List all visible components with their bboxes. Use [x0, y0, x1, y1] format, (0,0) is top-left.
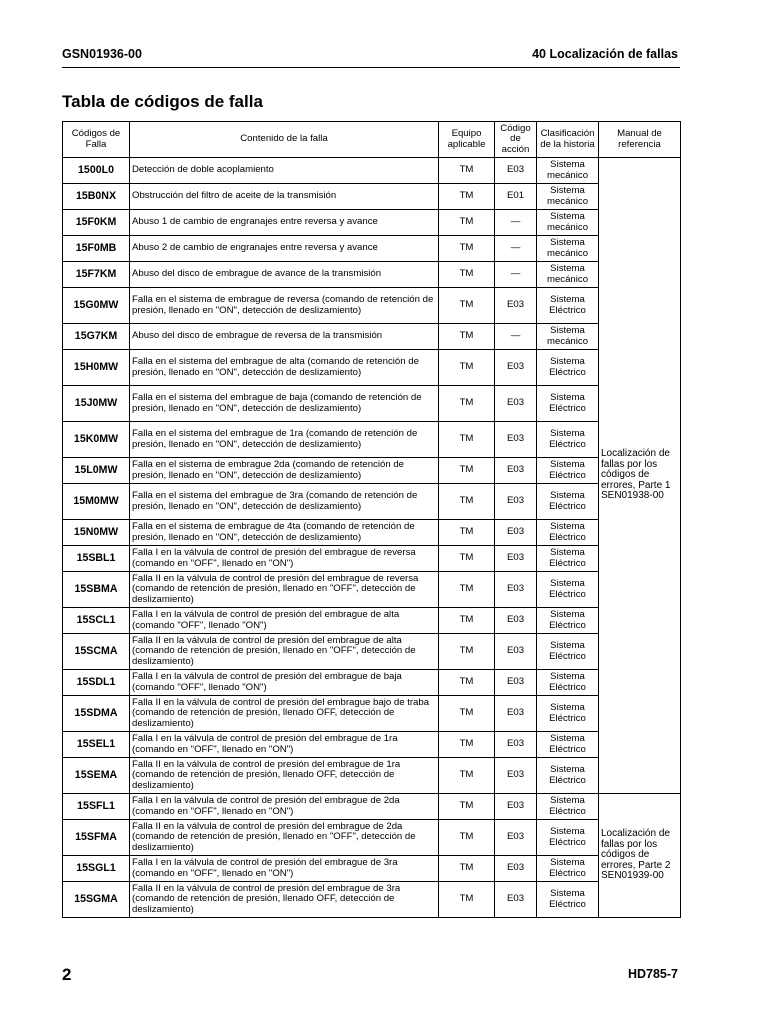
fault-code: 15SEL1: [63, 732, 130, 758]
action-code: E03: [495, 288, 537, 324]
reference-manual-part-2: Localización de fallas por los códigos de errores, Parte 2 SEN01939-00: [599, 794, 681, 918]
fault-content: Falla en el sistema del embrague de baja (comando de retención de presión, llenado en "ON", detección de deslizamiento): [130, 386, 439, 422]
document-code: GSN01936-00: [62, 47, 142, 61]
action-code: E03: [495, 386, 537, 422]
history-classification: Sistema Eléctrico: [537, 572, 599, 608]
table-row: [63, 458, 681, 484]
history-classification: Sistema Eléctrico: [537, 546, 599, 572]
history-classification: Sistema Eléctrico: [537, 458, 599, 484]
section-title: 40 Localización de fallas: [532, 47, 678, 61]
table-row: [63, 288, 681, 324]
action-code: —: [495, 210, 537, 236]
fault-code: 15SFL1: [63, 794, 130, 820]
history-classification: Sistema Eléctrico: [537, 608, 599, 634]
table-row: [63, 158, 681, 184]
fault-code: 15SCMA: [63, 634, 130, 670]
action-code: E03: [495, 820, 537, 856]
table-header-row: [63, 122, 681, 158]
action-code: E03: [495, 546, 537, 572]
history-classification: Sistema Eléctrico: [537, 484, 599, 520]
fault-code: 15SGL1: [63, 856, 130, 882]
action-code: E03: [495, 350, 537, 386]
fault-content: Falla II en la válvula de control de presión del embrague bajo de traba (comando de retención de presión, llenado OFF, detección de deslizamiento): [130, 696, 439, 732]
fault-content: Falla en el sistema de embrague 2da (comando de retención de presión, llenado en "ON", detección de deslizamiento): [130, 458, 439, 484]
table-row: [63, 758, 681, 794]
fault-content: Falla II en la válvula de control de presión del embrague de alta (comando de retención de presión, llenado en "OFF", detección de deslizamiento): [130, 634, 439, 670]
table-row: [63, 324, 681, 350]
action-code: —: [495, 324, 537, 350]
history-classification: Sistema mecánico: [537, 324, 599, 350]
fault-content: Falla II en la válvula de control de presión del embrague de 3ra (comando de retención de presión, llenado OFF, detección de deslizamiento): [130, 882, 439, 918]
fault-code: 15L0MW: [63, 458, 130, 484]
reference-manual-part-1: Localización de fallas por los códigos de errores, Parte 1 SEN01938-00: [599, 158, 681, 794]
applicable-equipment: TM: [439, 856, 495, 882]
action-code: E03: [495, 696, 537, 732]
action-code: E03: [495, 158, 537, 184]
applicable-equipment: TM: [439, 422, 495, 458]
history-classification: Sistema Eléctrico: [537, 856, 599, 882]
applicable-equipment: TM: [439, 236, 495, 262]
applicable-equipment: TM: [439, 350, 495, 386]
fault-code: 15SBMA: [63, 572, 130, 608]
fault-content: Falla en el sistema de embrague de reversa (comando de retención de presión, llenado en "ON", detección de deslizamiento): [130, 288, 439, 324]
header-rule: [62, 67, 680, 68]
applicable-equipment: TM: [439, 882, 495, 918]
history-classification: Sistema mecánico: [537, 184, 599, 210]
applicable-equipment: TM: [439, 210, 495, 236]
history-classification: Sistema Eléctrico: [537, 670, 599, 696]
fault-content: Falla I en la válvula de control de presión del embrague de baja (comando "OFF", llenado "ON"): [130, 670, 439, 696]
applicable-equipment: TM: [439, 732, 495, 758]
fault-code: 15SDL1: [63, 670, 130, 696]
fault-code: 15M0MW: [63, 484, 130, 520]
fault-content: Obstrucción del filtro de aceite de la transmisión: [130, 184, 439, 210]
table-row: [63, 210, 681, 236]
fault-content: Falla en el sistema del embrague de alta (comando de retención de presión, llenado en "ON", detección de deslizamiento): [130, 350, 439, 386]
action-code: —: [495, 262, 537, 288]
page-title: Tabla de códigos de falla: [62, 92, 263, 111]
fault-code: 15SCL1: [63, 608, 130, 634]
history-classification: Sistema mecánico: [537, 262, 599, 288]
fault-content: Abuso del disco de embrague de avance de la transmisión: [130, 262, 439, 288]
fault-code: 15SEMA: [63, 758, 130, 794]
fault-code: 15SGMA: [63, 882, 130, 918]
action-code: E03: [495, 608, 537, 634]
fault-code: 15G7KM: [63, 324, 130, 350]
fault-code: 15B0NX: [63, 184, 130, 210]
action-code: E03: [495, 856, 537, 882]
applicable-equipment: TM: [439, 608, 495, 634]
fault-code: 15J0MW: [63, 386, 130, 422]
fault-content: Abuso 1 de cambio de engranajes entre reversa y avance: [130, 210, 439, 236]
applicable-equipment: TM: [439, 670, 495, 696]
action-code: E03: [495, 670, 537, 696]
fault-code: 15F7KM: [63, 262, 130, 288]
table-row: [63, 882, 681, 918]
history-classification: Sistema Eléctrico: [537, 634, 599, 670]
action-code: E03: [495, 732, 537, 758]
table-row: [63, 856, 681, 882]
applicable-equipment: TM: [439, 820, 495, 856]
history-classification: Sistema Eléctrico: [537, 820, 599, 856]
history-classification: Sistema Eléctrico: [537, 794, 599, 820]
column-header-equipment: Equipo aplicable: [439, 122, 495, 158]
applicable-equipment: TM: [439, 158, 495, 184]
action-code: E03: [495, 882, 537, 918]
history-classification: Sistema Eléctrico: [537, 520, 599, 546]
applicable-equipment: TM: [439, 458, 495, 484]
applicable-equipment: TM: [439, 484, 495, 520]
table-row: [63, 670, 681, 696]
fault-code: 15G0MW: [63, 288, 130, 324]
fault-code-table: [62, 121, 681, 918]
fault-code: 15K0MW: [63, 422, 130, 458]
action-code: E03: [495, 758, 537, 794]
table-row: [63, 484, 681, 520]
table-row: [63, 696, 681, 732]
action-code: E03: [495, 458, 537, 484]
table-row: [63, 350, 681, 386]
table-row: [63, 520, 681, 546]
fault-code: 15H0MW: [63, 350, 130, 386]
action-code: E03: [495, 422, 537, 458]
fault-code: 15SDMA: [63, 696, 130, 732]
fault-content: Falla en el sistema de embrague de 4ta (comando de retención de presión, llenado en "ON", detección de deslizamiento): [130, 520, 439, 546]
action-code: E01: [495, 184, 537, 210]
fault-code: 15F0MB: [63, 236, 130, 262]
history-classification: Sistema Eléctrico: [537, 422, 599, 458]
table-row: [63, 546, 681, 572]
fault-content: Falla I en la válvula de control de presión del embrague de reversa (comando en "OFF", llenado en "ON"): [130, 546, 439, 572]
table-row: [63, 634, 681, 670]
history-classification: Sistema mecánico: [537, 236, 599, 262]
history-classification: Sistema Eléctrico: [537, 758, 599, 794]
applicable-equipment: TM: [439, 386, 495, 422]
history-classification: Sistema mecánico: [537, 158, 599, 184]
fault-content: Falla I en la válvula de control de presión del embrague de alta (comando "OFF", llenado "ON"): [130, 608, 439, 634]
fault-code: 15N0MW: [63, 520, 130, 546]
history-classification: Sistema Eléctrico: [537, 288, 599, 324]
fault-content: Falla en el sistema del embrague de 1ra (comando de retención de presión, llenado en "ON", detección de deslizamiento): [130, 422, 439, 458]
action-code: E03: [495, 520, 537, 546]
fault-content: Falla I en la válvula de control de presión del embrague de 3ra (comando en "OFF", llenado en "ON"): [130, 856, 439, 882]
applicable-equipment: TM: [439, 288, 495, 324]
applicable-equipment: TM: [439, 546, 495, 572]
action-code: E03: [495, 484, 537, 520]
table-row: [63, 422, 681, 458]
fault-content: Falla II en la válvula de control de presión del embrague de 2da (comando de retención de presión, llenado en "OFF", detección de deslizamiento): [130, 820, 439, 856]
applicable-equipment: TM: [439, 262, 495, 288]
history-classification: Sistema Eléctrico: [537, 696, 599, 732]
history-classification: Sistema Eléctrico: [537, 386, 599, 422]
table-row: [63, 572, 681, 608]
action-code: E03: [495, 572, 537, 608]
fault-content: Abuso del disco de embrague de reversa de la transmisión: [130, 324, 439, 350]
fault-code: 15SBL1: [63, 546, 130, 572]
table-row: [63, 236, 681, 262]
machine-model: HD785-7: [627, 967, 678, 981]
applicable-equipment: TM: [439, 634, 495, 670]
action-code: E03: [495, 634, 537, 670]
history-classification: Sistema Eléctrico: [537, 882, 599, 918]
fault-code: 15SFMA: [63, 820, 130, 856]
history-classification: Sistema mecánico: [537, 210, 599, 236]
column-header-content: Contenido de la falla: [130, 122, 439, 158]
table-row: [63, 262, 681, 288]
applicable-equipment: TM: [439, 184, 495, 210]
history-classification: Sistema Eléctrico: [537, 732, 599, 758]
fault-code: 1500L0: [63, 158, 130, 184]
applicable-equipment: TM: [439, 758, 495, 794]
column-header-code: Códigos de Falla: [63, 122, 130, 158]
action-code: E03: [495, 794, 537, 820]
fault-content: Falla II en la válvula de control de presión del embrague de reversa (comando de retención de presión, llenado en "OFF", detección de deslizamiento): [130, 572, 439, 608]
applicable-equipment: TM: [439, 696, 495, 732]
column-header-manual: Manual de referencia: [599, 122, 681, 158]
table-row: [63, 732, 681, 758]
history-classification: Sistema Eléctrico: [537, 350, 599, 386]
column-header-action: Código de acción: [495, 122, 537, 158]
page-number: 2: [62, 965, 72, 984]
table-row: [63, 820, 681, 856]
column-header-classification: Clasificación de la historia: [537, 122, 599, 158]
table-row: [63, 386, 681, 422]
applicable-equipment: TM: [439, 794, 495, 820]
applicable-equipment: TM: [439, 324, 495, 350]
table-row: [63, 608, 681, 634]
fault-content: Falla en el sistema del embrague de 3ra (comando de retención de presión, llenado en "ON", detección de deslizamiento): [130, 484, 439, 520]
fault-content: Falla I en la válvula de control de presión del embrague de 1ra (comando en "OFF", llenado en "ON"): [130, 732, 439, 758]
fault-code: 15F0KM: [63, 210, 130, 236]
action-code: —: [495, 236, 537, 262]
table-row: [63, 794, 681, 820]
applicable-equipment: TM: [439, 520, 495, 546]
fault-content: Detección de doble acoplamiento: [130, 158, 439, 184]
fault-content: Falla II en la válvula de control de presión del embrague de 1ra (comando de retención de presión, llenado OFF, detección de deslizamiento): [130, 758, 439, 794]
fault-content: Abuso 2 de cambio de engranajes entre reversa y avance: [130, 236, 439, 262]
table-row: [63, 184, 681, 210]
fault-content: Falla I en la válvula de control de presión del embrague de 2da (comando en "OFF", llenado en "ON"): [130, 794, 439, 820]
applicable-equipment: TM: [439, 572, 495, 608]
